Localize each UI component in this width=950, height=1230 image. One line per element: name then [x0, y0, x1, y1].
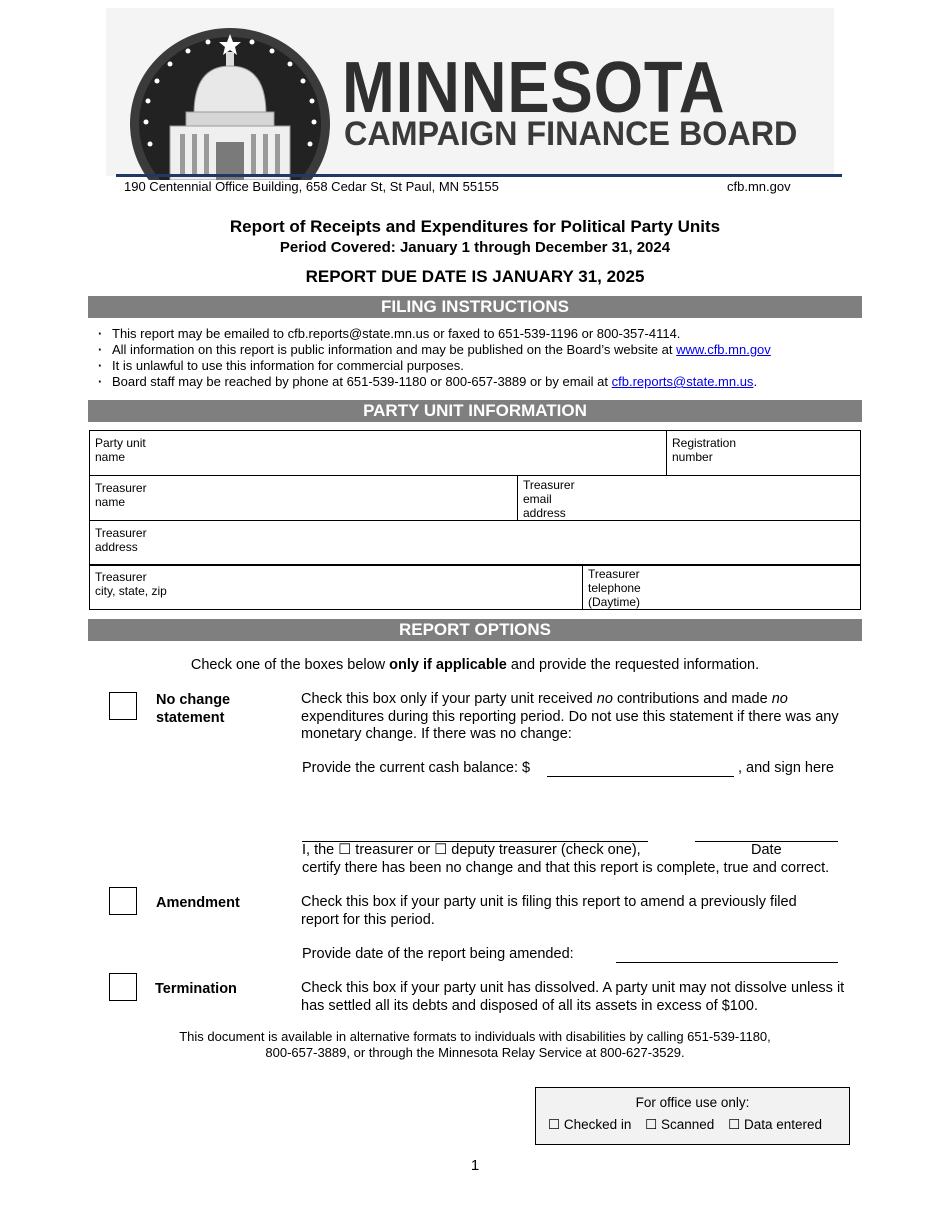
board-website-link[interactable]: www.cfb.mn.gov — [676, 342, 771, 357]
list-item: · This report may be emailed to cfb.reports@state.mn.us or faxed to 651-539-1196 or 800-357-4114. — [96, 326, 866, 342]
certify-statement: certify there has been no change and that this report is complete, true and correct. — [302, 860, 830, 876]
no-change-label: No change statement — [156, 692, 231, 726]
report-due-date: REPORT DUE DATE IS JANUARY 31, 2025 — [305, 267, 645, 286]
treasurer-phone-field[interactable]: Treasurer telephone (Daytime) — [582, 565, 860, 609]
party-unit-row — [89, 430, 861, 476]
filing-instructions-heading: FILING INSTRUCTIONS — [88, 296, 862, 318]
accessibility-notice: This document is available in alternative formats to individuals with disabilities by calling 651-539-1180, 800-657-3889, or through the Minnesota Relay Service at 800-627-3529. — [179, 1029, 771, 1060]
board-email-link[interactable]: cfb.reports@state.mn.us — [611, 374, 754, 389]
header-rule — [116, 174, 842, 177]
treasurer-city-field[interactable]: Treasurer city, state, zip — [95, 570, 167, 598]
no-change-checkbox[interactable] — [109, 692, 137, 720]
sign-here-text: , and sign here — [738, 760, 834, 776]
amendment-date-prompt: Provide date of the report being amended: — [302, 946, 574, 962]
treasurer-address-row — [89, 520, 861, 566]
office-use-box — [535, 1087, 850, 1145]
capitol-seal-icon — [130, 24, 330, 180]
list-item: · Board staff may be reached by phone at 651-539-1180 or 800-657-3889 or by email at cfb.reports@state.mn.us. — [96, 374, 866, 390]
signature-caption: I, the ☐ treasurer or ☐ deputy treasurer (check one), — [302, 842, 641, 858]
amendment-checkbox[interactable] — [109, 887, 137, 915]
cash-balance-prompt: Provide the current cash balance: $ — [302, 760, 531, 776]
treasurer-name-field[interactable]: Treasurer name — [95, 481, 147, 509]
no-change-description: Check this box only if your party unit received no contributions and made no expenditures during this reporting period. Do not use this statement if there was any monetary change. If there was no change: — [301, 691, 839, 742]
office-use-title: For office use only: — [635, 1095, 750, 1110]
brand-title: MINNESOTA — [342, 48, 726, 128]
report-title: Report of Receipts and Expenditures for Political Party Units — [229, 217, 721, 236]
amendment-label: Amendment — [156, 895, 240, 911]
scanned-checkbox[interactable]: ☐ Scanned — [645, 1117, 715, 1132]
page-number: 1 — [470, 1157, 480, 1174]
treasurer-row — [89, 475, 861, 521]
party-unit-name-field[interactable]: Party unit name — [95, 436, 146, 464]
board-address: 190 Centennial Office Building, 658 Cedar St, St Paul, MN 55155 — [124, 179, 499, 194]
list-item: · It is unlawful to use this information for commercial purposes. — [96, 358, 866, 374]
brand-subtitle: CAMPAIGN FINANCE BOARD — [344, 115, 798, 153]
report-options-intro: Check one of the boxes below only if applicable and provide the requested information. — [190, 657, 760, 673]
report-options-heading: REPORT OPTIONS — [88, 619, 862, 641]
treasurer-address-field[interactable]: Treasurer address — [95, 526, 147, 554]
party-unit-heading: PARTY UNIT INFORMATION — [88, 400, 862, 422]
amendment-description: Check this box if your party unit is filing this report to amend a previously filed report for this period. — [301, 894, 797, 928]
list-item: · All information on this report is public information and may be published on the Board’s website at www.cfb.mn.gov — [96, 342, 866, 358]
termination-description: Check this box if your party unit has dissolved. A party unit may not dissolve unless it has settled all its debts and disposed of all its assets in excess of $100. — [301, 980, 845, 1014]
termination-checkbox[interactable] — [109, 973, 137, 1001]
registration-number-field[interactable]: Registration number — [666, 431, 860, 475]
amendment-date-input[interactable] — [616, 962, 838, 963]
cash-balance-input[interactable] — [547, 776, 734, 777]
termination-label: Termination — [155, 981, 237, 997]
treasurer-email-field[interactable]: Treasurer email address — [517, 476, 860, 520]
report-period: Period Covered: January 1 through December 31, 2024 — [279, 239, 671, 256]
checked-in-checkbox[interactable]: ☐ Checked in — [548, 1117, 632, 1132]
date-caption: Date — [751, 842, 782, 858]
data-entered-checkbox[interactable]: ☐ Data entered — [728, 1117, 823, 1132]
treasurer-city-row — [89, 564, 861, 610]
board-website: cfb.mn.gov — [727, 179, 791, 194]
filing-instructions-list — [96, 326, 866, 390]
